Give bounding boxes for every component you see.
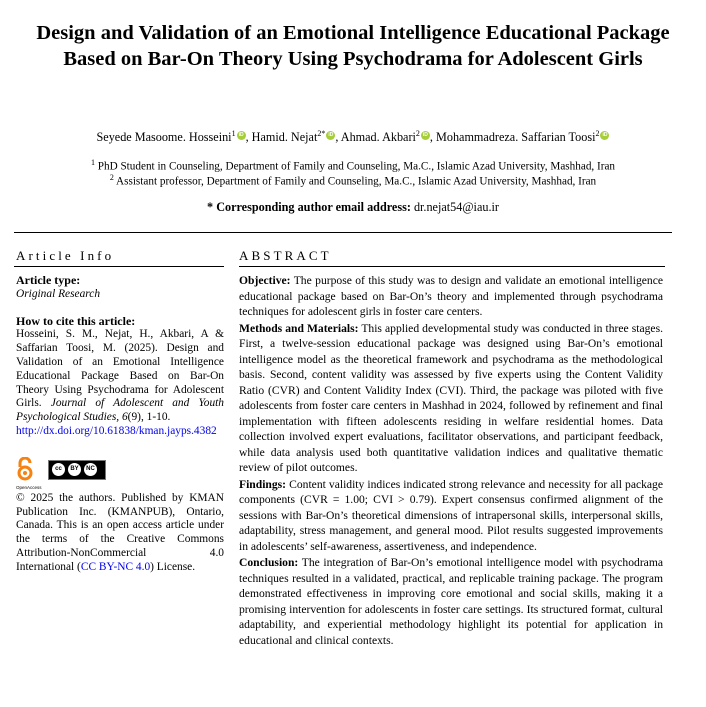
paper-title: Design and Validation of an Emotional Intelligence Educational Package Based on Bar-On Theory Using Psychodrama for Adolescent Girls [36, 22, 670, 70]
nc-icon: NC [84, 463, 97, 476]
cite-label: How to cite this article: [16, 313, 136, 328]
affiliation-2: $^2$ Assistant professor, Department of Family and Counseling, Ma.C., Islamic Azad University, Mashhad, Iran [109, 173, 597, 188]
doi-link[interactable]: http://dx.doi.org/10.61838/kman.jayps.4382 [16, 424, 217, 437]
divider-abstract [239, 266, 665, 267]
author-list: Seyede Masoome. Hosseini$^1$iD , Hamid. Nejat$^{2*}$iD , Ahmad. Akbari$^2$iD , Mohammadreza. Saffarian Toosi$^2$iD [0, 126, 706, 145]
author-name: Ahmad. Akbari [340, 130, 416, 145]
abstract-heading: ABSTRACT [239, 248, 332, 263]
abstract-findings: Findings: Content validity indices indicated strong relevance and necessity for all package components (CVR = 1.00; CVI > 0.79). Expert consensus confirmed alignment of the sessions with Bar-On’s theoretical dimensions of intrapersonal skills, interpersonal skills, adaptability, stress management, and general mood. Pilot results suggested improvements in adolescents’ self-awareness, assertiveness, and independence. [239, 477, 663, 553]
abstract-body [239, 273, 663, 649]
abstract-methods: Methods and Materials: This applied developmental study was conducted in three stages. First, a twelve-session educational package was designed using Bar-On’s emotional intelligence model as the theoretical framework and psychodrama as the methodological basis. Second, content validity was assessed by five experts using the Content Validity Ratio (CVR) and Content Validity Index (CVI). Third, the package was piloted with five adolescents from foster care centers in Mashhad in 2024, followed by refinement and final implementation with fifteen adolescents residing in welfare residential homes. Data collection involved expert evaluations, facilitator observations, and participant feedback, while data analysis used both quantitative validation indices and qualitative thematic review of pilot outcomes. [239, 321, 663, 474]
affiliation-1: $^1$ PhD Student in Counseling, Department of Family and Counseling, Ma.C., Islamic Azad University, Mashhad, Iran [90, 158, 616, 173]
license-link[interactable]: CC BY-NC 4.0 [80, 560, 151, 573]
orcid-icon[interactable] [421, 131, 430, 140]
abstract-conclusion: Conclusion: The integration of Bar-On’s emotional intelligence model with psychodrama techniques resulted in a validated, practical, and replicable training package. The program demonstrated effectiveness in improving core emotional and social skills, making it a promising intervention for adolescents in foster care settings. Its structured format, cultural adaptability, and experiential methodology highlight its potential for application in educational and clinical contexts. [239, 556, 663, 647]
article-type-value: Original Research [16, 287, 101, 300]
author-name: Mohammadreza. Saffarian Toosi [436, 130, 596, 145]
orcid-icon[interactable] [600, 131, 609, 140]
orcid-icon[interactable] [326, 131, 335, 140]
open-access-icon [16, 457, 34, 483]
license-text: © 2025 the authors. Published by KMAN Publication Inc. (KMANPUB), Ontario, Canada. This is an open access article under the terms of the Creative Commons Attribution-NonCommercial 4.0 International (CC BY-NC 4.0) License. [16, 491, 224, 573]
corresponding-email[interactable]: dr.nejat54@iau.ir [413, 200, 499, 214]
article-info [16, 274, 224, 575]
corresponding-author: * Corresponding author email address: dr.nejat54@iau.ir [207, 200, 499, 214]
by-icon: BY [68, 463, 81, 476]
author-name: Seyede Masoome. Hosseini [96, 130, 232, 145]
cc-icon: cc [52, 463, 65, 476]
abstract-objective: Objective: The purpose of this study was to design and validate an emotional intelligence educational package based on Bar-On’s theory and implemented through psychodrama techniques for adolescent girls in foster care centers. [239, 274, 663, 318]
article-type-label: Article type: [16, 273, 81, 287]
divider-sidebar [14, 266, 224, 267]
divider-top [14, 232, 672, 233]
cc-by-nc-badge [48, 460, 106, 480]
citation: Hosseini, S. M., Nejat, H., Akbari, A & Saffarian Toosi, M. (2025). Design and Validation of an Emotional Intelligence Educational Package Based on Bar-On Theory Using Psychodrama for Adolescent Girls. Journal of Adolescent and Youth Psychological Studies, 6(9), 1-10. [16, 328, 224, 424]
open-access-label: OpenAccess [16, 484, 42, 490]
license-logos [16, 455, 224, 485]
article-info-heading: Article Info [16, 248, 115, 263]
orcid-icon[interactable] [237, 131, 246, 140]
author-name: Hamid. Nejat [251, 130, 318, 145]
